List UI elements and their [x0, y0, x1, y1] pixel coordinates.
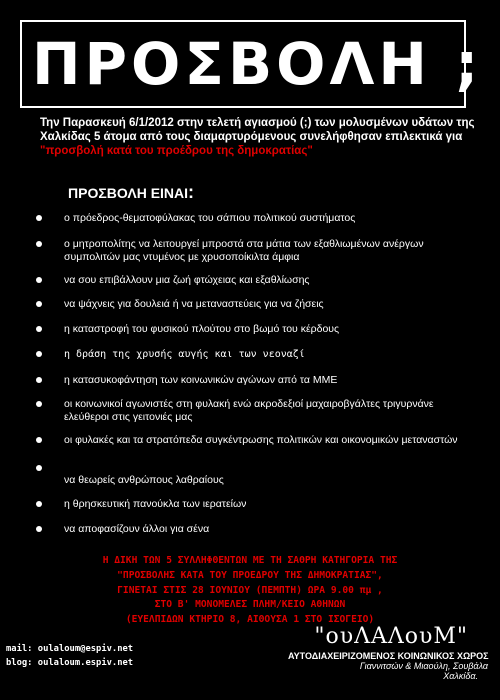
signature-logo: "ουΛΑΛουΜ" [314, 624, 468, 649]
list-item-text: η καταστροφή του φυσικού πλούτου στο βωμό του κέρδους [64, 323, 340, 335]
contacts [6, 642, 133, 670]
bullet-icon [36, 377, 42, 383]
bullet-icon [36, 351, 42, 357]
bullet-icon [36, 241, 42, 247]
contact-mail[interactable]: mail: oulaloum@espiv.net [6, 644, 134, 654]
list-item-text: να αποφασίζουν άλλοι για σένα [64, 523, 210, 535]
list-item-text: οι φυλακές και τα στρατόπεδα συγκέντρωσης πολιτικών και οικονομικών μεταναστών [64, 434, 458, 446]
intro-highlight: "προσβολή κατά του προέδρου της δημοκρατίας" [40, 145, 313, 157]
notice-line: (ΕΥΕΛΠΙΔΩΝ ΚΤΗΡΙΟ 8, ΑΙΘΟΥΣΑ 1 ΣΤΟ ΙΣΟΓΕΙΟ) [125, 614, 375, 626]
list-item-text: οι κοινωνικοί αγωνιστές στη φυλακή ενώ ακροδεξιοί μαχαιροβγάλτες τριγυρνάνε ελεύθεροι στις γειτονιές μας [64, 398, 434, 423]
title-box [20, 20, 483, 108]
notice-line: "ΠΡΟΣΒΟΛΗΣ ΚΑΤΑ ΤΟΥ ΠΡΟΕΔΡΟΥ ΤΗΣ ΔΗΜΟΚΡΑΤΙΑΣ", [117, 569, 383, 581]
bullet-icon [36, 501, 42, 507]
list-item-text: η δράση της χρυσής αυγής και των νεοναζί [64, 349, 305, 360]
section-heading-colon: : [188, 182, 195, 202]
bullet-icon [36, 401, 42, 407]
bullet-icon [36, 465, 42, 471]
notice-line: Η ΔΙΚΗ ΤΩΝ 5 ΣΥΛΛΗΦΘΕΝΤΩΝ ΜΕ ΤΗ ΣΑΘΡΗ ΚΑΤΗΓΟΡΙΑ ΤΗΣ [102, 555, 398, 566]
list-item-text: να σου επιβάλλουν μια ζωή φτώχειας και εξαθλίωσης [64, 274, 310, 286]
trial-notice [20, 554, 480, 628]
bullet-icon [36, 437, 42, 443]
list-item-text: να θεωρείς ανθρώπους λαθραίους [64, 474, 224, 486]
section-heading-text: ΠΡΟΣΒΟΛΗ ΕΙΝΑΙ [68, 185, 189, 201]
section-heading [68, 182, 194, 203]
bullet-icon [36, 215, 42, 221]
bullet-icon [36, 326, 42, 332]
poster-title: ΠΡΟΣΒΟΛΗ ; [32, 30, 483, 98]
intro-text: Την Παρασκευή 6/1/2012 στην τελετή αγιασμού (;) των μολυσμένων υδάτων της Χαλκίδας 5 άτομα από τους διαμαρτυρόμενους συνελήφθησαν επιλεκτικά για [40, 117, 475, 143]
bullet-icon [36, 277, 42, 283]
signature-line2: Γιαννιτσών & Μιαούλη, Σουβάλα [359, 661, 488, 671]
signature-line3: Χαλκίδα. [443, 671, 478, 681]
notice-line: ΓΙΝΕΤΑΙ ΣΤΙΣ 28 ΙΟΥΝΙΟΥ (ΠΕΜΠΤΗ) ΩΡΑ 9.00 πμ , [117, 584, 383, 596]
signature [288, 624, 488, 681]
list-item-text: ο μητροπολίτης να λειτουργεί μπροστά στα μάτια των εξαθλιωμένων ανέργων συμπολιτών μας ντυμένος με χρυσοποίκιλτα άμφια [64, 238, 424, 263]
bullet-icon [36, 526, 42, 532]
list-item-text: η κατασυκοφάντηση των κοινωνικών αγώνων από τα ΜΜΕ [64, 374, 338, 386]
notice-line: ΣΤΟ Β' ΜΟΝΟΜΕΛΕΣ ΠΛΗΜ/ΚΕΙΟ ΑΘΗΝΩΝ [154, 599, 346, 611]
list-item-text: η θρησκευτική πανούκλα των ιερατείων [64, 498, 247, 510]
bullet-icon [36, 301, 42, 307]
list-item-text: να ψάχνεις για δουλειά ή να μεταναστεύεις για να ζήσεις [64, 298, 324, 310]
signature-line1: ΑΥΤΟΔΙΑΧΕΙΡΙΖΟΜΕΝΟΣ ΚΟΙΝΩΝΙΚΟΣ ΧΩΡΟΣ [288, 651, 489, 661]
list-item-text: ο πρόεδρος-θεματοφύλακας του σάπιου πολιτικού συστήματος [64, 212, 356, 224]
contact-blog[interactable]: blog: oulaloum.espiv.net [6, 658, 134, 668]
intro-paragraph [40, 116, 480, 158]
